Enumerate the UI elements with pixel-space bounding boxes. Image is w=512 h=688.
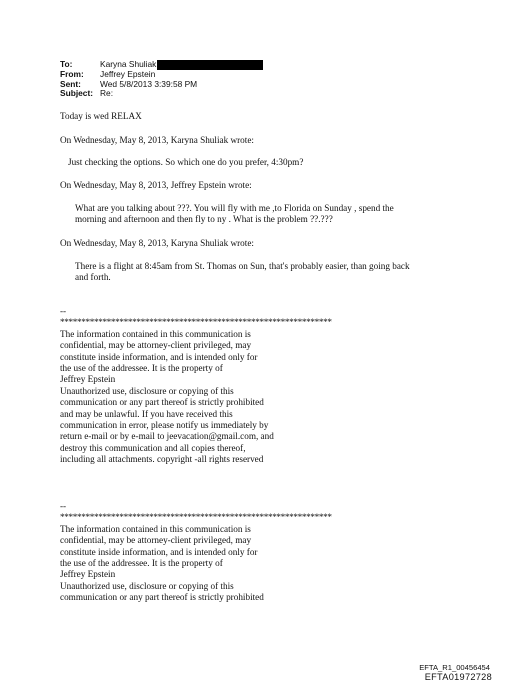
notice-line: Unauthorized use, disclosure or copying of this — [60, 580, 234, 591]
redaction-block — [157, 60, 263, 70]
to-label: To: — [60, 59, 73, 69]
to-value: Karyna Shuliak — [100, 59, 157, 69]
quote1-text: Just checking the options. So which one do you prefer, 4:30pm? — [68, 157, 304, 167]
notice-line: and may be unlawful. If you have received this — [60, 408, 233, 419]
notice-line: confidential, may be attorney-client privileged, may — [60, 535, 252, 546]
subject-value: Re: — [100, 88, 114, 99]
from-value: Jeffrey Epstein — [100, 69, 156, 79]
quote1-header: On Wednesday, May 8, 2013, Karyna Shuliak wrote: — [60, 135, 254, 145]
notice-line: The information contained in this communication is — [60, 328, 251, 339]
notice-line: The information contained in this communication is — [60, 523, 251, 534]
confidentiality-notice-2 — [60, 501, 360, 604]
notice-line: constitute inside information, and is intended only for — [60, 351, 258, 362]
notice-stars: **************************************************************** — [60, 512, 332, 523]
notice-line: confidential, may be attorney-client privileged, may — [60, 340, 252, 351]
bates-number: EFTA01972728 — [424, 672, 492, 682]
notice-line: return e-mail or by e-mail to jeevacation@gmail.com, and — [60, 431, 274, 442]
notice-line: communication in error, please notify us immediately by — [60, 420, 269, 431]
sent-label: Sent: — [60, 78, 81, 89]
notice-dashes: -- — [60, 501, 67, 511]
header-to-row — [60, 60, 263, 70]
quote2-line: morning and afternoon and then fly to ny . What is the problem ??.??? — [75, 214, 333, 225]
subject-label: Subject: — [60, 88, 94, 99]
quote2-header: On Wednesday, May 8, 2013, Jeffrey Epstein wrote: — [60, 180, 252, 190]
quote3-header: On Wednesday, May 8, 2013, Karyna Shuliak wrote: — [60, 238, 254, 248]
notice-line: Jeffrey Epstein — [60, 374, 116, 385]
confidentiality-notice-1 — [60, 306, 360, 466]
from-label: From: — [60, 69, 84, 79]
notice-line: destroy this communication and all copies thereof, — [60, 442, 246, 453]
notice-line: communication or any part thereof is strictly prohibited — [60, 397, 264, 408]
notice-line: Unauthorized use, disclosure or copying of this — [60, 385, 234, 396]
quote3-body — [75, 261, 410, 283]
quote3-line: and forth. — [75, 272, 111, 283]
notice-line: the use of the addressee. It is the property of — [60, 363, 223, 374]
quote2-line: What are you talking about ???. You will fly with me ,to Florida on Sunday , spend the — [75, 203, 394, 213]
email-header — [60, 60, 263, 99]
sent-value: Wed 5/8/2013 3:39:58 PM — [100, 78, 198, 89]
reply-text: Today is wed RELAX — [60, 111, 142, 121]
notice-dashes: -- — [60, 306, 67, 316]
notice-line: communication or any part thereof is strictly prohibited — [60, 592, 264, 603]
quote3-line: There is a flight at 8:45am from St. Thomas on Sun, that's probably easier, than going back — [75, 261, 410, 271]
notice-line: the use of the addressee. It is the property of — [60, 558, 223, 569]
notice-line: Jeffrey Epstein — [60, 569, 116, 580]
header-subject-row — [60, 89, 263, 99]
notice-stars: **************************************************************** — [60, 317, 332, 328]
quote2-body — [75, 203, 394, 225]
document-id: EFTA_R1_00456454 — [419, 663, 490, 672]
notice-line: constitute inside information, and is intended only for — [60, 546, 258, 557]
notice-line: including all attachments. copyright -all rights reserved — [60, 454, 264, 465]
